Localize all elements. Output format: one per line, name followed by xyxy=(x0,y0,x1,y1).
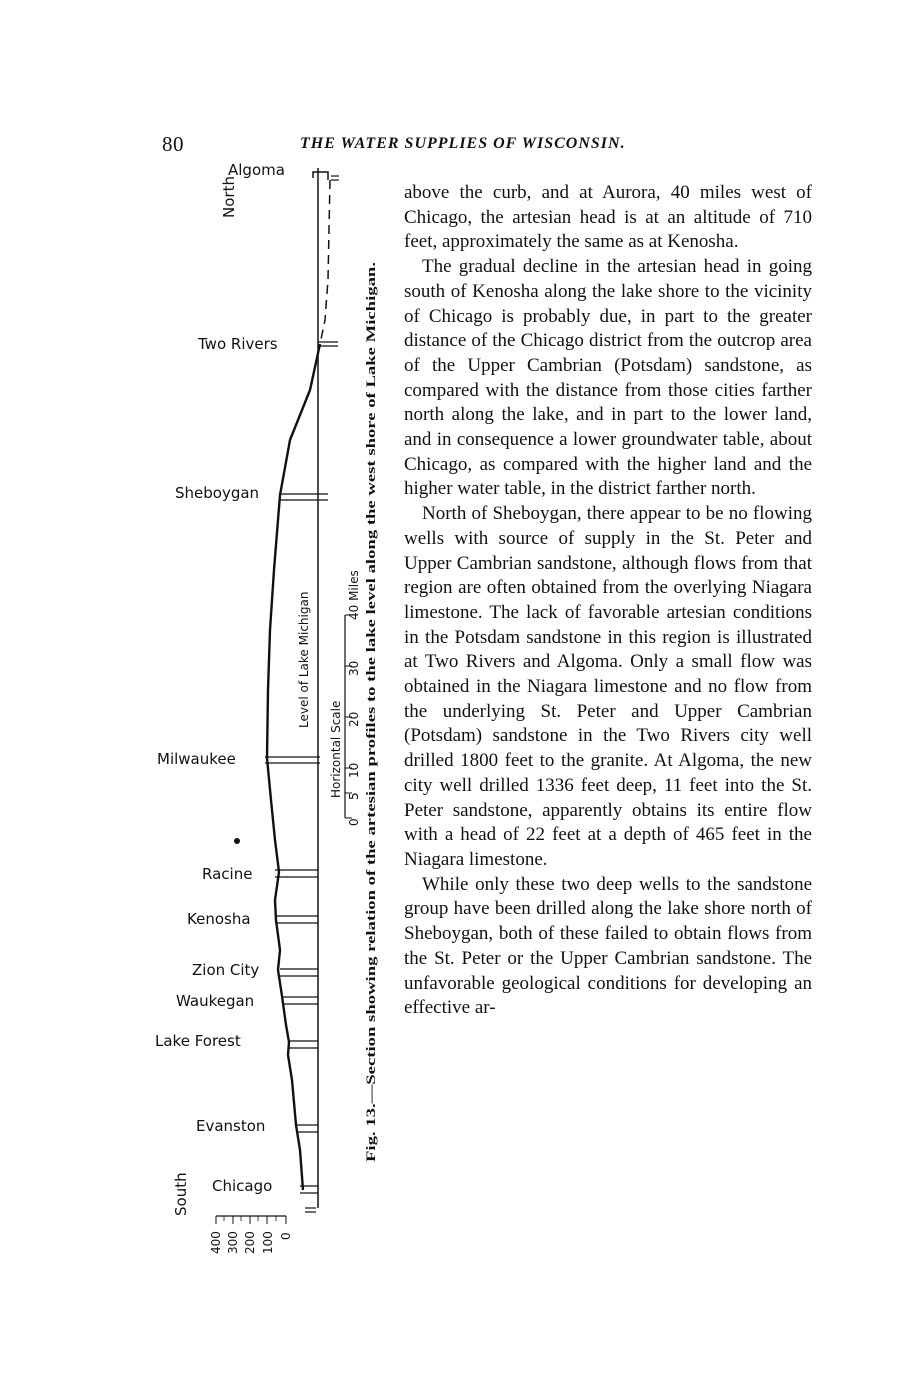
scale-tick-0: 0 xyxy=(347,818,361,826)
algoma-cap xyxy=(313,172,328,180)
artesian-head-profile xyxy=(267,344,320,1190)
figure-caption: Fig. 13.—Section showing relation of the artesian profiles to the lake level along the west shore of Lake Michigan. xyxy=(363,535,378,1162)
vscale-tick-0: 0 xyxy=(279,1232,293,1240)
horizontal-scale xyxy=(329,570,361,826)
paragraph-4: While only these two deep wells to the sandstone group have been drilled along the lake shore north of Sheboygan, both of these failed to obtain flows from the St. Peter or the Upper Cambrian sandstone. The unfavorable geological conditions for developing an effective ar- xyxy=(404,873,812,1019)
paragraph-1: above the curb, and at Aurora, 40 miles west of Chicago, the artesian head is at an altitude of 710 feet, approximately the same as at Kenosha. xyxy=(404,182,812,253)
vscale-tick-100: 100 xyxy=(261,1231,275,1254)
page-number: 80 xyxy=(162,132,184,156)
scale-tick-5: 5 xyxy=(347,792,361,800)
scale-tick-30: 30 xyxy=(347,660,361,676)
paragraph-2: The gradual decline in the artesian head in going south of Kenosha along the lake shore to the vicinity of Chicago is probably due, in part to the greater distance of the Chicago district from the outcrop area of the Upper Cambrian (Potsdam) sandstone, as compared with the distance from those cities farther north along the lake, and in part to the lower land, and in consequence a lower groundwater table, about Chicago, as compared with the higher land and the higher water table, in the district farther north. xyxy=(404,256,812,500)
running-title: THE WATER SUPPLIES OF WISCONSIN. xyxy=(300,135,626,152)
location-label-milwaukee: Milwaukee xyxy=(157,750,236,768)
location-label-kenosha: Kenosha xyxy=(187,910,251,928)
location-label-chicago: Chicago xyxy=(212,1177,273,1195)
direction-north: North xyxy=(220,176,238,218)
figure-13 xyxy=(140,150,410,1270)
scale-tick-40-miles: 40 Miles xyxy=(347,570,361,620)
body-text xyxy=(404,181,812,1021)
vscale-tick-300: 300 xyxy=(226,1231,240,1254)
vscale-tick-200: 200 xyxy=(243,1231,257,1254)
vscale-tick-400: 400 xyxy=(209,1231,223,1254)
location-label-lake-forest: Lake Forest xyxy=(155,1032,241,1050)
location-label-algoma: Algoma xyxy=(228,161,285,179)
station-markers xyxy=(265,342,338,1212)
paragraph-3: North of Sheboygan, there appear to be no flowing wells with source of supply in the St. Peter and Upper Cambrian sandstone, although flows from that region are often obtained from the overlying Niagara limestone. The lack of favorable artesian conditions in the Potsdam sandstone in this region is illustrated at Two Rivers and Algoma. Only a small flow was obtained in the Niagara limestone and no flow from the underlying St. Peter and Upper Cambrian (Potsdam) sandstone in the Two Rivers city well drilled 1800 feet to the granite. At Algoma, the new city well drilled 1336 feet deep, 11 feet into the St. Peter sandstone, apparently obtains its entire flow with a head of 22 feet at a depth of 465 feet in the Niagara limestone. xyxy=(404,503,812,870)
lake-level-label: Level of Lake Michigan xyxy=(297,591,311,728)
scale-tick-20: 20 xyxy=(347,711,361,727)
location-label-sheboygan: Sheboygan xyxy=(175,484,260,502)
scale-tick-10: 10 xyxy=(347,762,361,778)
location-label-two-rivers: Two Rivers xyxy=(198,335,278,353)
direction-south: South xyxy=(172,1172,190,1216)
location-label-evanston: Evanston xyxy=(196,1117,266,1135)
artesian-profile-diagram xyxy=(140,150,410,1270)
horizontal-scale-label: Horizontal Scale xyxy=(329,700,343,798)
vertical-scale xyxy=(209,1216,293,1254)
location-label-racine: Racine xyxy=(202,865,253,883)
location-label-waukegan: Waukegan xyxy=(176,992,255,1010)
stray-dot xyxy=(234,838,240,844)
location-label-zion-city: Zion City xyxy=(192,961,260,979)
dashed-head-profile xyxy=(320,180,330,344)
